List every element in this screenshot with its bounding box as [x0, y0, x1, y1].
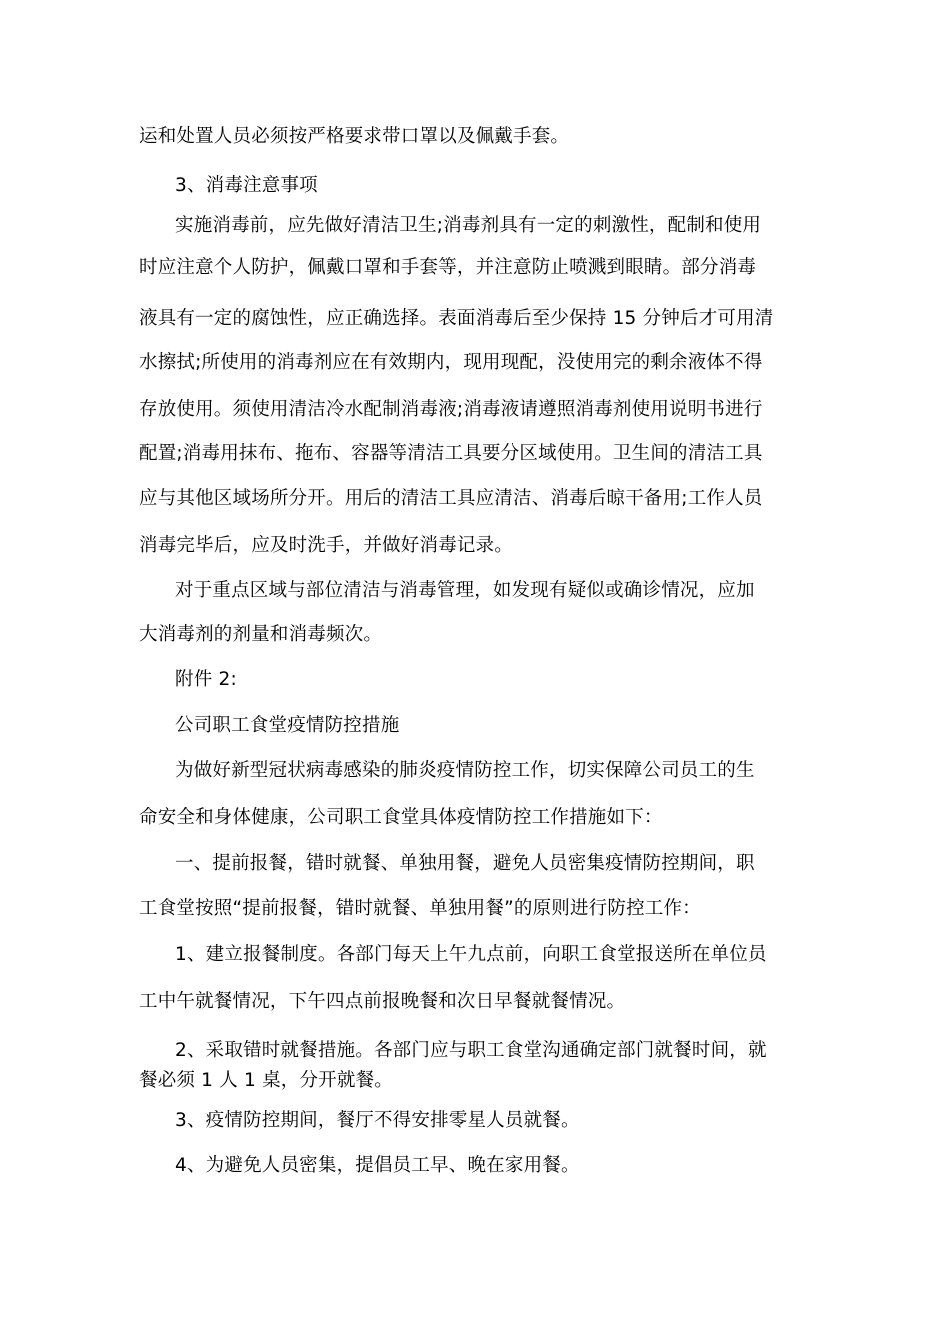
text-line: 餐必须 1 人 1 桌，分开就餐。: [139, 1070, 393, 1091]
text-line: 工食堂按照“提前报餐，错时就餐、单独用餐”的原则进行防控工作：: [139, 898, 701, 919]
text-line: 实施消毒前，应先做好清洁卫生;消毒剂具有一定的刺激性，配制和使用: [175, 215, 762, 236]
text-line: 对于重点区域与部位清洁与消毒管理，如发现有疑似或确诊情况，应加: [175, 580, 755, 601]
text-line: 液具有一定的腐蚀性，应正确选择。表面消毒后至少保持 15 分钟后才可用清: [139, 308, 774, 329]
text-line: 运和处置人员必须按严格要求带口罩以及佩戴手套。: [139, 126, 570, 147]
text-line: 2、采取错时就餐措施。各部门应与职工食堂沟通确定部门就餐时间，就: [175, 1040, 767, 1061]
text-line: 消毒完毕后，应及时洗手，并做好消毒记录。: [139, 535, 514, 556]
text-line: 时应注意个人防护，佩戴口罩和手套等，并注意防止喷溅到眼睛。部分消毒: [139, 257, 757, 278]
text-line: 应与其他区域场所分开。用后的清洁工具应清洁、消毒后晾干备用;工作人员: [139, 488, 763, 509]
text-line: 配置;消毒用抹布、拖布、容器等清洁工具要分区域使用。卫生间的清洁工具: [139, 443, 763, 464]
text-line: 3、疫情防控期间，餐厅不得安排零星人员就餐。: [175, 1110, 580, 1131]
text-line: 水擦拭;所使用的消毒剂应在有效期内，现用现配，没使用完的剩余液体不得: [139, 352, 763, 373]
text-line: 1、建立报餐制度。各部门每天上午九点前，向职工食堂报送所在单位员: [175, 944, 767, 965]
text-line: 工中午就餐情况，下午四点前报晚餐和次日早餐就餐情况。: [139, 991, 626, 1012]
text-line: 为做好新型冠状病毒感染的肺炎疫情防控工作，切实保障公司员工的生: [175, 760, 755, 781]
section-heading: 3、消毒注意事项: [175, 175, 318, 196]
text-line: 存放使用。须使用清洁冷水配制消毒液;消毒液请遵照消毒剂使用说明书进行: [139, 399, 763, 420]
text-line: 大消毒剂的剂量和消毒频次。: [139, 624, 383, 645]
text-line: 一、提前报餐，错时就餐、单独用餐，避免人员密集疫情防控期间，职: [175, 853, 755, 874]
text-line: 4、为避免人员密集，提倡员工早、晚在家用餐。: [175, 1155, 580, 1176]
text-line: 命安全和身体健康，公司职工食堂具体疫情防控工作措施如下：: [139, 807, 663, 828]
attachment-label: 附件 2:: [175, 669, 237, 690]
document-title: 公司职工食堂疫情防控措施: [175, 715, 400, 736]
